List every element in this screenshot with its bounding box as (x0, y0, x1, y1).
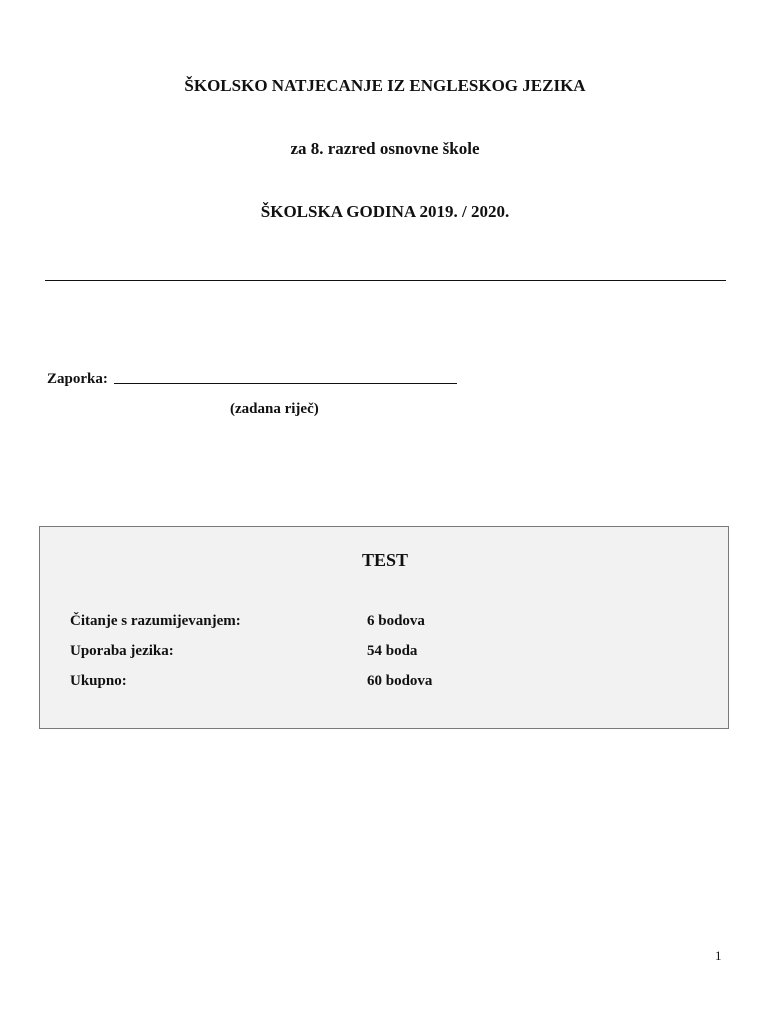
horizontal-divider (45, 280, 726, 281)
score-value: 54 boda (367, 643, 418, 659)
test-score-box (39, 526, 729, 729)
test-title: TEST (361, 550, 409, 570)
school-year: ŠKOLSKA GODINA 2019. / 2020. (260, 202, 510, 221)
score-value: 6 bodova (367, 613, 425, 629)
zaporka-blank-line (114, 383, 457, 384)
grade-subtitle: za 8. razred osnovne škole (290, 139, 480, 158)
score-label: Čitanje s razumijevanjem: (70, 613, 241, 629)
zaporka-label: Zaporka: (47, 371, 108, 387)
zaporka-field (47, 371, 457, 388)
score-label: Ukupno: (70, 673, 127, 689)
document-title: ŠKOLSKO NATJECANJE IZ ENGLESKOG JEZIKA (184, 76, 586, 95)
score-label: Uporaba jezika: (70, 643, 174, 659)
zaporka-note: (zadana riječ) (230, 401, 319, 417)
score-value: 60 bodova (367, 673, 433, 689)
page-number: 1 (715, 948, 722, 963)
